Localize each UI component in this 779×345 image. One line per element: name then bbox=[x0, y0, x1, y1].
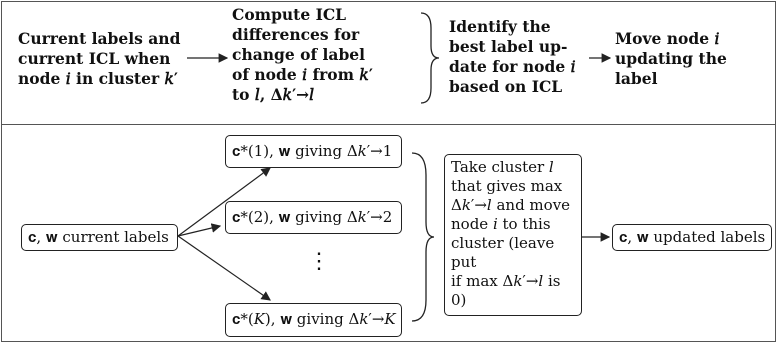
step1-line1: Current labels and bbox=[18, 29, 181, 48]
step2-line3: change of label bbox=[232, 45, 366, 64]
decision-line2: that gives max bbox=[451, 177, 563, 195]
option2-label: 𝐜*(2), 𝐰 giving Δ𝑘′→2 bbox=[232, 208, 393, 226]
step2-text bbox=[232, 5, 417, 105]
arrow-to-optionK bbox=[178, 236, 270, 300]
decision-line3: Δ𝑘′→𝑙 and move bbox=[451, 196, 571, 214]
option1-label: 𝐜*(1), 𝐰 giving Δ𝑘′→1 bbox=[232, 142, 393, 160]
step2-line1: Compute ICL bbox=[232, 5, 347, 24]
step3-line1: Identify the bbox=[449, 17, 551, 36]
end-label: 𝐜, 𝐰 updated labels bbox=[619, 228, 766, 246]
decision-box bbox=[444, 154, 582, 316]
bottom-brace bbox=[412, 153, 434, 321]
step4-line3: label bbox=[615, 69, 658, 88]
decision-line6: if max Δ𝑘′→𝑙 is bbox=[451, 272, 561, 290]
option1-box bbox=[225, 135, 402, 168]
step3-line3: date for node 𝑖 bbox=[449, 57, 576, 76]
step4-line2: updating the bbox=[615, 49, 727, 68]
start-label: 𝐜, 𝐰 current labels bbox=[28, 228, 169, 246]
step3-text bbox=[449, 17, 589, 97]
start-box bbox=[21, 224, 178, 251]
step4-text bbox=[615, 29, 765, 89]
vertical-ellipsis: ⋮ bbox=[308, 249, 330, 274]
decision-line7: 0) bbox=[451, 291, 467, 309]
step1-text bbox=[18, 29, 188, 89]
decision-line4: node 𝑖 to this bbox=[451, 215, 551, 233]
end-box bbox=[612, 224, 772, 251]
option2-box bbox=[225, 201, 402, 234]
top-brace bbox=[421, 13, 439, 103]
optionK-box bbox=[225, 303, 402, 337]
step2-line2: differences for bbox=[232, 25, 360, 44]
step1-line3: node 𝑖 in cluster 𝑘′ bbox=[18, 69, 178, 88]
step2-line4: of node 𝑖 from 𝑘′ bbox=[232, 65, 373, 84]
optionK-label: 𝐜*(𝐾), 𝐰 giving Δ𝑘′→𝐾 bbox=[232, 310, 396, 328]
step3-line4: based on ICL bbox=[449, 77, 563, 96]
decision-line5: cluster (leave put bbox=[451, 234, 555, 271]
step1-line2: current ICL when bbox=[18, 49, 171, 68]
step2-line5: to 𝑙, Δ𝑘′→𝑙 bbox=[232, 85, 315, 104]
decision-line1: Take cluster 𝑙 bbox=[451, 158, 554, 176]
step4-line1: Move node 𝑖 bbox=[615, 29, 720, 48]
step3-line2: best label up- bbox=[449, 37, 568, 56]
